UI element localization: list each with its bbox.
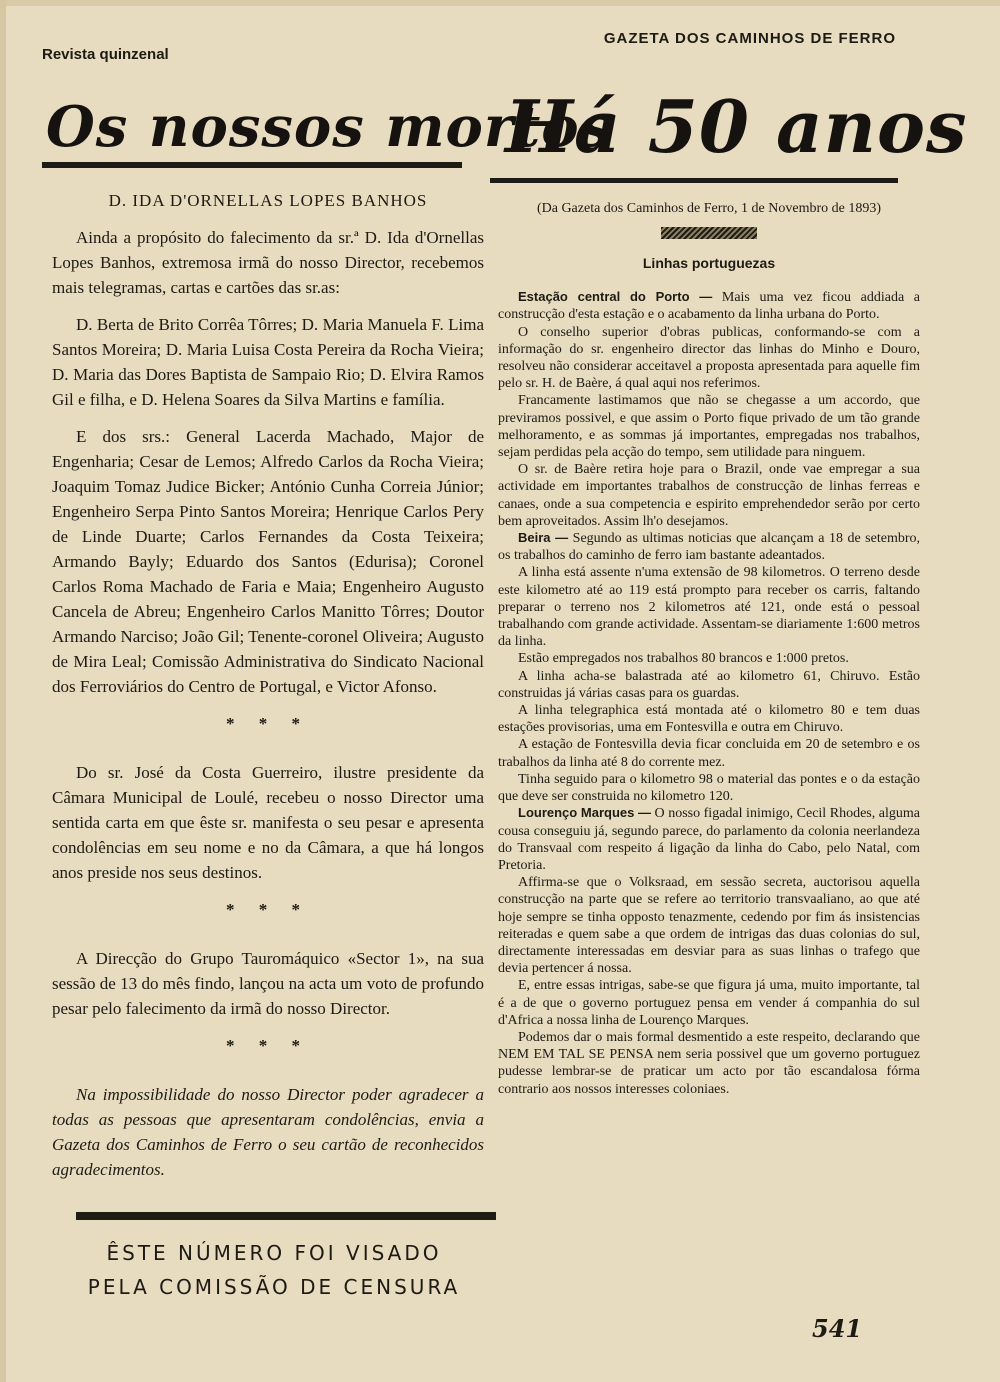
paragraph [498, 289, 920, 323]
censor-rule [76, 1212, 496, 1220]
section-title-50-years: Há 50 anos [505, 84, 968, 169]
paragraph-text: O nosso figadal inimigo, Cecil Rhodes, alguma cousa conseguiu já, segundo parece, do parlamento da colonia neerlandeza do Transvaal com respeito á ligação da linha do Cabo, pelo Natal, com Pretoria. [498, 806, 920, 873]
paragraph: A linha telegraphica está montada até o kilometro 80 e tem duas estações provisorias, uma em Fontesvilla e outra em Chiruvo. [498, 703, 920, 736]
paragraph: Ainda a propósito do falecimento da sr.ª D. Ida d'Ornellas Lopes Banhos, extremosa irmã do nosso Director, recebemos mais telegramas, cartas e cartões das sr.as: [52, 228, 484, 297]
paragraph-lead: Lourenço Marques — [518, 805, 651, 821]
page-top-edge [0, 0, 1000, 6]
paragraph-text: Segundo as ultimas noticias que alcançam a 18 de setembro, os trabalhos do caminho de ferro iam bastante adeantados. [498, 531, 920, 564]
paragraph: E dos srs.: General Lacerda Machado, Major de Engenharia; Cesar de Lemos; Alfredo Carlos da Rocha Vieira; Joaquim Tomaz Judice Bicker; António Cunha Correia Júnior; Engenheiro Serpa Pinto Santos Moreira; Henrique Carlos Pery de Linde Duarte; Carlos Fernandes da Costa Teixeira; Armando Bayly; Eduardo dos Santos (Edurisa); Coronel Carlos Roma Machado de Faria e Maia; Engenheiro Augusto Cancela de Abreu; Engenheiro Carlos Manitto Tôrres; Doutor Armando Narciso; João Gil; Tenente-coronel Oliveira; Augusto de Mira Leal; Comissão Administrativa do Sindicato Nacional dos Ferroviários do Centro de Portugal, e Victor Afonso. [52, 427, 484, 696]
paragraph-text: Mais uma vez ficou addiada a construcção d'esta estação e o acabamento da linha urbana do Porto. [498, 290, 921, 323]
page-left-edge [0, 0, 6, 1382]
obituary-heading: D. IDA D'ORNELLAS LOPES BANHOS [108, 191, 428, 210]
ornament-divider [661, 227, 757, 239]
paragraph: A Direcção do Grupo Tauromáquico «Sector 1», na sua sessão de 13 do mês findo, lançou na acta um voto de profundo pesar pelo falecimento da irmã do nosso Director. [52, 949, 484, 1018]
censor-line: PELA COMISSÃO DE CENSURA [87, 1275, 461, 1299]
paragraph: Do sr. José da Costa Guerreiro, ilustre presidente da Câmara Municipal de Loulé, recebeu o nosso Director uma sentida carta em que êste sr. manifesta o seu pesar e apresenta condolências em seu nome e no da Câmara, a que há longos anos preside nos seus destinos. [52, 763, 484, 882]
section-separator: * * * [226, 1036, 310, 1055]
title-rule-right [490, 178, 898, 183]
paragraph-lead: Estação central do Porto — [518, 289, 713, 305]
page-number: 541 [812, 1314, 863, 1343]
paragraph: Estão empregados nos trabalhos 80 brancos e 1:000 pretos. [518, 651, 849, 667]
section-separator: * * * [226, 900, 310, 919]
paragraph: A estação de Fontesvilla devia ficar concluida em 20 de setembro e os trabalhos da linha até 8 do corrente mez. [498, 737, 920, 770]
header-periodicity: Revista quinzenal [42, 46, 169, 63]
paragraph [498, 530, 920, 564]
censor-notice [54, 1236, 494, 1304]
paragraph-thanks: Na impossibilidade do nosso Director poder agradecer a todas as pessoas que apresentaram condolências, envia a Gazeta dos Caminhos de Ferro o seu cartão de reconhecidos agradecimentos. [52, 1085, 484, 1179]
paragraph: D. Berta de Brito Corrêa Tôrres; D. Maria Manuela F. Lima Santos Moreira; D. Maria Luisa Costa Pereira da Rocha Vieira; D. Maria das Dores Baptista de Sampaio Rio; D. Elvira Ramos Gil e filha, e D. Helena Soares da Silva Martins e família. [52, 315, 484, 409]
header-journal-title: GAZETA DOS CAMINHOS DE FERRO [603, 30, 896, 47]
paragraph: Francamente lastimamos que não se chegasse a um accordo, que previramos possivel, e que assim o Porto fique privado de um tão grande melhoramento, e as sommas já importantes, empregadas nos trabalhos, sejam perdidas pela acção do tempo, sem utilidade para ninguem. [498, 393, 920, 461]
right-column [498, 200, 920, 1098]
paragraph: Tinha seguido para o kilometro 98 o material das pontes e o da estação que deve ser construida no kilometro 120. [498, 771, 920, 805]
paragraph: A linha está assente n'uma extensão de 98 kilometros. O terreno desde este kilometro até ao 119 está prompto para receber os carris, faltando preparar o terreno nos 2 kilometros até 121, onde está o pessoal trabalhando com grande actividade. Assentam-se diariamente 1:600 metros da linha. [498, 565, 920, 650]
paragraph-lead: Beira — [518, 530, 569, 546]
section-title-obituaries: Os nossos mortos [46, 94, 613, 160]
source-citation: (Da Gazeta dos Caminhos de Ferro, 1 de Novembro de 1893) [536, 201, 882, 216]
paragraph: Podemos dar o mais formal desmentido a este respeito, declarando que NEM EM TAL SE PENSA nem seria possivel que um governo portuguez pudesse lembrar-se de praticar um acto por tão escandalosa fórma contrario aos nossos interesses coloniaes. [498, 1029, 920, 1097]
paragraph: A linha acha-se balastrada até ao kilometro 61, Chiruvo. Estão construidas já várias casas para os guardas. [498, 668, 920, 701]
paragraph: O conselho superior d'obras publicas, conformando-se com a informação do sr. engenheiro director das linhas do Minho e Douro, resolveu não considerar acceitavel a proposta apresentada para aquelle fim pelo sr. H. de Baère, á qual aqui nos referimos. [498, 324, 920, 392]
paragraph: E, entre essas intrigas, sabe-se que figura já uma, muito importante, tal é a de que o governo portuguez pensa em vender á companhia do sul d'Africa a nossa linha de Lourenço Marques. [498, 978, 920, 1028]
subheading: Linhas portuguezas [642, 255, 776, 272]
paragraph [498, 805, 920, 874]
left-column [52, 188, 484, 1194]
title-rule-left [42, 162, 462, 168]
section-separator: * * * [226, 714, 310, 733]
paragraph: O sr. de Baère retira hoje para o Brazil, onde vae empregar a sua actividade em importantes trabalhos de construcção de linhas ferreas e canaes, onde a sua competencia e espirito emprehendedor serão por certo bem aproveitados. Assim lh'o desejamos. [498, 462, 920, 529]
paragraph: Affirma-se que o Volksraad, em sessão secreta, auctorisou aquella construcção na parte que se refere ao territorio transvaaliano, ao que até hoje sempre se tinha opposto tenazmente, cedendo por fim ás insistencias reiteradas e quem sabe a que ordem de intrigas das duas colonias do sul, directamente interessadas em desviar para as suas linhas o trafego que devia pertencer á nossa. [498, 875, 920, 977]
censor-line: ÊSTE NÚMERO FOI VISADO [106, 1241, 442, 1265]
